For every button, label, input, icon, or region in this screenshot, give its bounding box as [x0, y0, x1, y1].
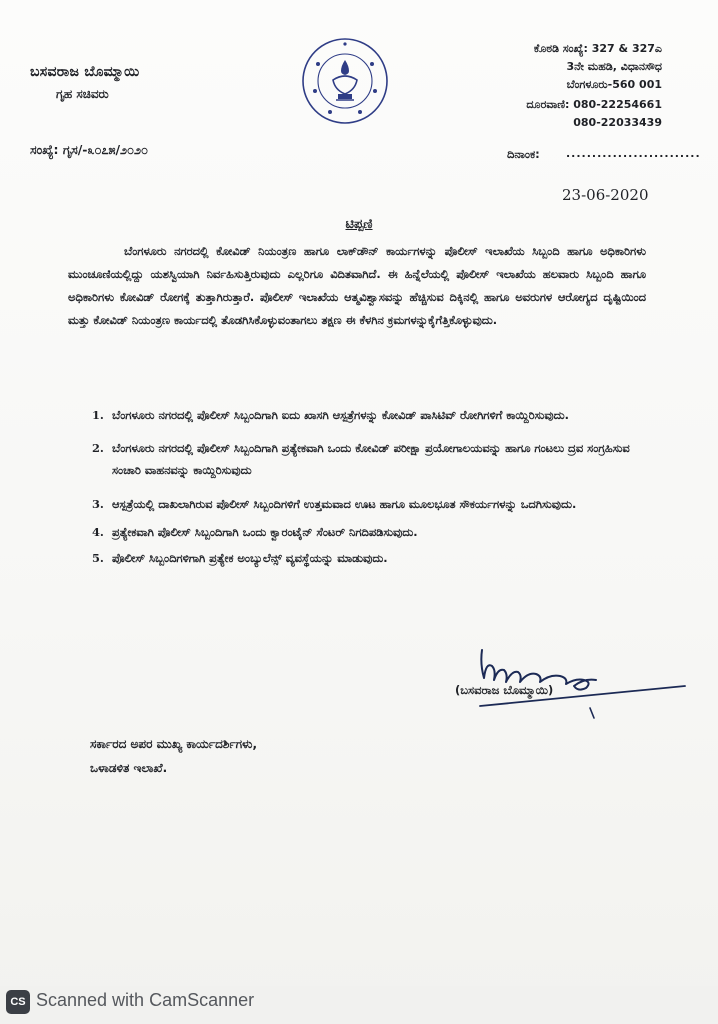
- list-item-number: 4.: [92, 525, 104, 539]
- list-item-number: 3.: [92, 496, 104, 511]
- list-item-text: ಬೆಂಗಳೂರು ನಗರದಲ್ಲಿ ಪೊಲೀಸ್ ಸಿಬ್ಬಂದಿಗಾಗಿ ಐದು ಖಾಸಗಿ ಆಸ್ಪತ್ರೆಗಳನ್ನು ಕೋವಿಡ್ ಪಾಸಿಟಿವ್ ರೋಗಿಗಳಿಗೆ ಕಾಯ್ದಿರಿಸುವುದು.: [112, 408, 569, 422]
- scanner-watermark: Scanned with CamScanner: [36, 990, 255, 1010]
- list-item-text: ಪೊಲೀಸ್ ಸಿಬ್ಬಂದಿಗಳಿಗಾಗಿ ಪ್ರತ್ಯೇಕ ಅಂಬ್ಯುಲೆನ್ಸ್ ವ್ಯವಸ್ಥೆಯನ್ನು ಮಾಡುವುದು.: [112, 550, 388, 565]
- karnataka-emblem-seal: [300, 36, 390, 126]
- list-item-text: ಪ್ರತ್ಯೇಕವಾಗಿ ಪೊಲೀಸ್ ಸಿಬ್ಬಂದಿಗಾಗಿ ಒಂದು ಕ್ವಾರಂಟೈನ್ ಸೆಂಟರ್ ನಿಗದಿಪಡಿಸುವುದು.: [112, 525, 418, 539]
- list-item-text: ಆಸ್ಪತ್ರೆಯಲ್ಲಿ ದಾಖಲಾಗಿರುವ ಪೊಲೀಸ್ ಸಿಬ್ಬಂದಿಗಳಿಗೆ ಉತ್ತಮವಾದ ಊಟ ಹಾಗೂ ಮೂಲಭೂತ ಸೌಕರ್ಯಗಳನ್ನು ಒದಗಿಸುವುದು.: [112, 496, 577, 511]
- date-label: ದಿನಾಂಕ:: [507, 147, 540, 161]
- address-room: ಕೊಠಡಿ ಸಂಖ್ಯೆ: 327 & 327ಎ: [533, 42, 662, 55]
- sender-role: ಗೃಹ ಸಚಿವರು: [56, 87, 109, 101]
- list-item: [92, 404, 648, 427]
- address-city: ಬೆಂಗಳೂರು-560 001: [566, 78, 662, 91]
- address-floor: 3ನೇ ಮಹಡಿ, ವಿಧಾನಸೌಧ: [566, 60, 662, 73]
- action-list: [92, 404, 648, 569]
- date-value: 23-06-2020: [562, 186, 649, 204]
- address-phone-2: 080-22033439: [573, 116, 662, 129]
- body-paragraph: ಬೆಂಗಳೂರು ನಗರದಲ್ಲಿ ಕೋವಿಡ್ ನಿಯಂತ್ರಣ ಹಾಗೂ ಲಾಕ್‌ಡೌನ್ ಕಾರ್ಯಗಳನ್ನು ಪೊಲೀಸ್ ಇಲಾಖೆಯ ಸಿಬ್ಬಂದಿ ಹಾಗೂ ಅಧಿಕಾರಿಗಳು ಮುಂಚೂಣಿಯಲ್ಲಿದ್ದು ಯಶಸ್ವಿಯಾಗಿ ನಿರ್ವಹಿಸುತ್ತಿರುವುದು ಎಲ್ಲರಿಗೂ ವಿದಿತವಾಗಿದೆ. ಈ ಹಿನ್ನೆಲೆಯಲ್ಲಿ ಪೊಲೀಸ್ ಇಲಾಖೆಯ ಹಲವಾರು ಸಿಬ್ಬಂದಿ ಹಾಗೂ ಅಧಿಕಾರಿಗಳು ಕೋವಿಡ್ ರೋಗಕ್ಕೆ ತುತ್ತಾಗಿರುತ್ತಾರೆ. ಪೊಲೀಸ್ ಇಲಾಖೆಯ ಆತ್ಮವಿಶ್ವಾಸವನ್ನು ಹೆಚ್ಚಿಸುವ ದಿಕ್ಕಿನಲ್ಲಿ ಹಾಗೂ ಅವರುಗಳ ಆರೋಗ್ಯದ ದೃಷ್ಟಿಯಿಂದ ಮತ್ತು ಕೋವಿಡ್ ನಿಯಂತ್ರಣ ಕಾರ್ಯದಲ್ಲಿ ತೊಡಗಿಸಿಕೊಳ್ಳುವಂತಾಗಲು ತಕ್ಷಣ ಈ ಕೆಳಗಿನ ಕ್ರಮಗಳನ್ನುಕೈಗೆತ್ತಿಕೊಳ್ಳುವುದು.: [68, 244, 646, 327]
- list-item-text: ಬೆಂಗಳೂರು ನಗರದಲ್ಲಿ ಪೊಲೀಸ್ ಸಿಬ್ಬಂದಿಗಾಗಿ ಪ್ರತ್ಯೇಕವಾಗಿ ಒಂದು ಕೋವಿಡ್ ಪರೀಕ್ಷಾ ಪ್ರಯೋಗಾಲಯವನ್ನು ಹಾಗೂ ಗಂಟಲು ದ್ರವ ಸಂಗ್ರಹಿಸುವ ಸಂಚಾರಿ ವಾಹನವನ್ನು ಕಾಯ್ದಿರಿಸುವುದು: [112, 440, 630, 477]
- list-item-number: 1.: [92, 408, 104, 422]
- list-item-number: 5.: [92, 550, 104, 565]
- date-blank: ..........................: [566, 147, 701, 160]
- camscanner-logo-icon: CS: [6, 990, 30, 1014]
- sender-name: ಬಸವರಾಜ ಬೊಮ್ಮಾಯಿ: [30, 64, 140, 80]
- address-phone-1: ದೂರವಾಣಿ: 080-22254661: [526, 98, 662, 111]
- reference-number: ಸಂಖ್ಯೆ: ಗೃಸ/-೩೦೭೫/೨೦೨೦: [30, 142, 149, 157]
- signer-name: (ಬಸವರಾಜ ಬೊಮ್ಮಾಯಿ): [455, 683, 554, 697]
- list-item: [92, 547, 648, 570]
- list-item: [92, 437, 648, 482]
- list-item-number: 2.: [92, 440, 104, 455]
- addressee-title: ಸರ್ಕಾರದ ಅಪರ ಮುಖ್ಯ ಕಾರ್ಯದರ್ಶಿಗಳು,: [90, 737, 258, 751]
- list-item: [92, 493, 648, 516]
- addressee-department: ಒಳಾಡಳಿತ ಇಲಾಖೆ.: [90, 761, 168, 775]
- list-item: [92, 521, 648, 544]
- note-title: ಟಿಪ್ಪಣಿ: [345, 217, 373, 232]
